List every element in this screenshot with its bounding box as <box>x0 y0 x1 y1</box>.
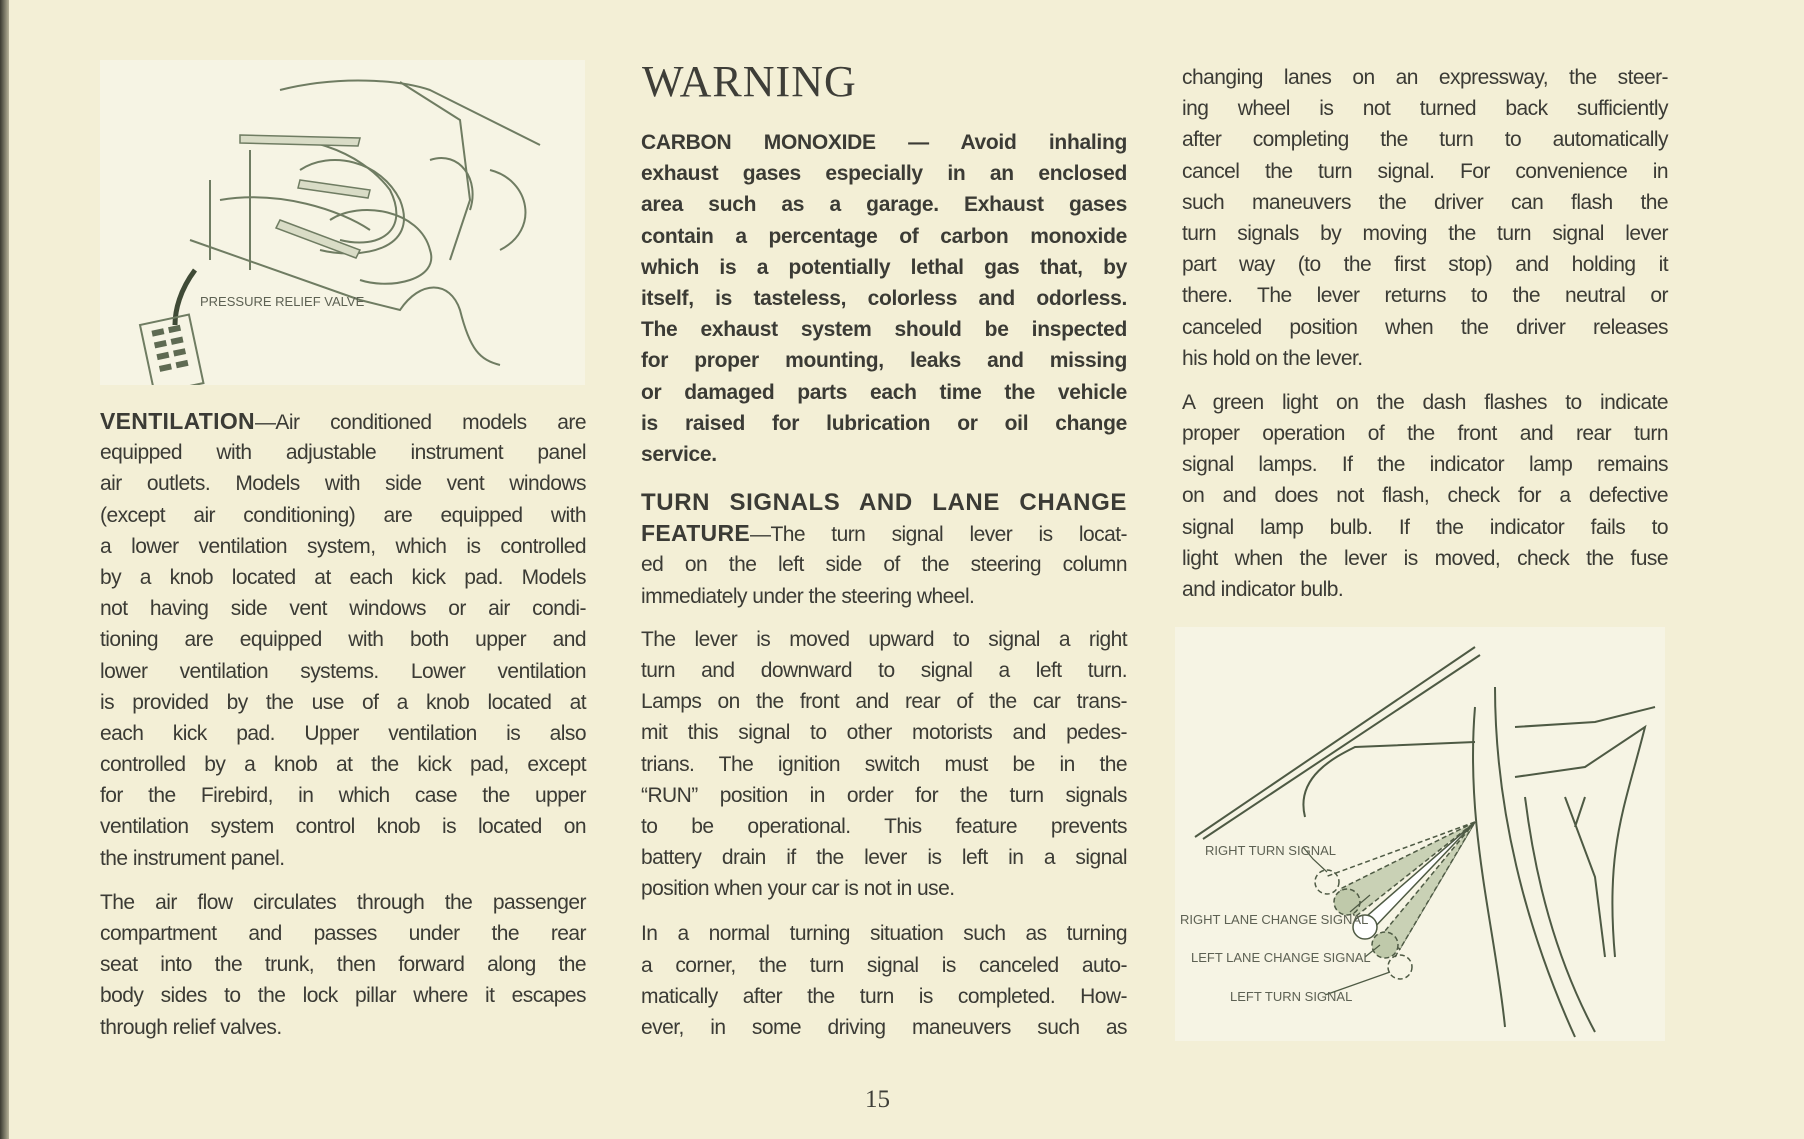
text-line: turn signals by moving the turn signal lever <box>1182 221 1668 245</box>
text-line: controlled by a knob at the kick pad, except <box>100 753 586 777</box>
text-line: canceled position when the driver releases <box>1182 315 1668 339</box>
text-line: immediately under the steering wheel. <box>641 584 975 608</box>
text-line: ventilation system control knob is located on <box>100 815 586 839</box>
text-line: In a normal turning situation such as turning <box>641 922 1127 946</box>
paragraph-gap <box>641 612 1127 624</box>
text-line: cancel the turn signal. For convenience in <box>1182 159 1668 183</box>
text-line-rest: —The turn signal lever is locat- <box>750 523 1127 547</box>
text-line: there. The lever returns to the neutral or <box>1182 284 1668 308</box>
text-line: matically after the turn is completed. How- <box>641 984 1127 1008</box>
text-line: after completing the turn to automatically <box>1182 128 1668 152</box>
text-line: Lamps on the front and rear of the car trans- <box>641 690 1127 714</box>
text-line: through relief valves. <box>100 1015 282 1039</box>
paragraph-gap <box>641 904 1127 918</box>
text-line: itself, is tasteless, colorless and odorless. <box>641 286 1127 310</box>
page-number: 15 <box>865 1086 890 1113</box>
text-line: ed on the left side of the steering column <box>641 553 1127 577</box>
turn-signal-illustration <box>1175 627 1665 1041</box>
text-line: position when your car is not in use. <box>641 877 955 901</box>
text-line: light when the lever is moved, check the fuse <box>1182 546 1668 570</box>
text-line: body sides to the lock pillar where it escapes <box>100 984 586 1008</box>
left-lane-change-label: LEFT LANE CHANGE SIGNAL <box>1191 950 1371 965</box>
text-line: a corner, the turn signal is canceled auto- <box>641 953 1127 977</box>
page-binding-edge <box>0 0 9 1139</box>
carbon-monoxide-warning <box>641 127 1127 470</box>
text-line: by a knob located at each kick pad. Models <box>100 565 586 589</box>
text-line: The air flow circulates through the passenger <box>100 890 586 914</box>
paragraph-gap <box>1182 374 1668 387</box>
ventilation-lead: VENTILATION <box>100 408 255 434</box>
text-line: his hold on the lever. <box>1182 346 1363 370</box>
text-line: such maneuvers the driver can flash the <box>1182 190 1668 214</box>
text-line: signal lamp bulb. If the indicator fails to <box>1182 515 1668 539</box>
text-line: service. <box>641 442 717 466</box>
text-line: A green light on the dash flashes to indicate <box>1182 390 1668 414</box>
text-line: mit this signal to other motorists and pedes- <box>641 721 1127 745</box>
text-line: contain a percentage of carbon monoxide <box>641 224 1127 248</box>
text-line <box>100 406 586 437</box>
right-lane-change-label: RIGHT LANE CHANGE SIGNAL <box>1180 912 1369 927</box>
text-line: seat into the trunk, then forward along the <box>100 953 586 977</box>
text-line: exhaust gases especially in an enclosed <box>641 162 1127 186</box>
text-line: part way (to the first stop) and holding it <box>1182 253 1668 277</box>
text-line: each kick pad. Upper ventilation is also <box>100 721 586 745</box>
text-line: is raised for lubrication or oil change <box>641 411 1127 435</box>
turn-signals-heading: TURN SIGNALS AND LANE CHANGE <box>641 489 1127 516</box>
text-line: to be operational. This feature prevents <box>641 814 1127 838</box>
text-line: tioning are equipped with both upper and <box>100 628 586 652</box>
text-line: which is a potentially lethal gas that, by <box>641 255 1127 279</box>
text-line: (except air conditioning) are equipped with <box>100 503 586 527</box>
text-line: ever, in some driving maneuvers such as <box>641 1016 1127 1039</box>
text-line: changing lanes on an expressway, the steer- <box>1182 66 1668 89</box>
pressure-relief-valve-icon <box>140 315 203 385</box>
text-line: ing wheel is not turned back sufficiently <box>1182 97 1668 121</box>
text-line: for proper mounting, leaks and missing <box>641 349 1127 373</box>
text-line: the instrument panel. <box>100 846 285 870</box>
text-line: air outlets. Models with side vent windows <box>100 472 586 496</box>
text-line: signal lamps. If the indicator lamp remains <box>1182 453 1668 477</box>
text-line: and indicator bulb. <box>1182 578 1344 601</box>
text-line: turn and downward to signal a left turn. <box>641 658 1127 682</box>
left-turn-signal-label: LEFT TURN SIGNAL <box>1230 989 1353 1004</box>
ventilation-section <box>100 406 586 1043</box>
text-line: The lever is moved upward to signal a right <box>641 627 1127 651</box>
ventilation-illustration <box>100 60 585 385</box>
warning-heading: WARNING <box>642 57 857 106</box>
text-line: “RUN” position in order for the turn signals <box>641 783 1127 807</box>
text-line: The exhaust system should be inspected <box>641 318 1127 342</box>
text-line: for the Firebird, in which case the upper <box>100 784 586 808</box>
text-line: compartment and passes under the rear <box>100 922 586 945</box>
text-line: area such as a garage. Exhaust gases <box>641 193 1127 217</box>
text-line: battery drain if the lever is left in a signal <box>641 846 1127 870</box>
text-line: equipped with adjustable instrument panel <box>100 441 586 465</box>
text-line: a lower ventilation system, which is controlled <box>100 534 586 558</box>
feature-lead: FEATURE <box>641 520 751 547</box>
paragraph-gap <box>100 874 586 887</box>
text-line: on and does not flash, check for a defective <box>1182 484 1668 508</box>
text-line: proper operation of the front and rear turn <box>1182 422 1668 446</box>
text-line: lower ventilation systems. Lower ventilation <box>100 659 586 683</box>
text-line-rest: —Air conditioned models are <box>254 411 586 434</box>
text-line: trians. The ignition switch must be in the <box>641 752 1127 776</box>
turn-signal-continued-section <box>1182 62 1668 605</box>
text-line: is provided by the use of a knob located at <box>100 690 586 714</box>
text-line: not having side vent windows or air condi- <box>100 597 586 621</box>
text-line <box>641 518 1127 549</box>
text-line: or damaged parts each time the vehicle <box>641 380 1127 404</box>
text-line: CARBON MONOXIDE — Avoid inhaling <box>641 131 1127 154</box>
turn-signals-section <box>641 487 1127 1043</box>
pressure-relief-valve-label: PRESSURE RELIEF VALVE <box>200 294 365 309</box>
right-turn-signal-label: RIGHT TURN SIGNAL <box>1205 843 1336 858</box>
